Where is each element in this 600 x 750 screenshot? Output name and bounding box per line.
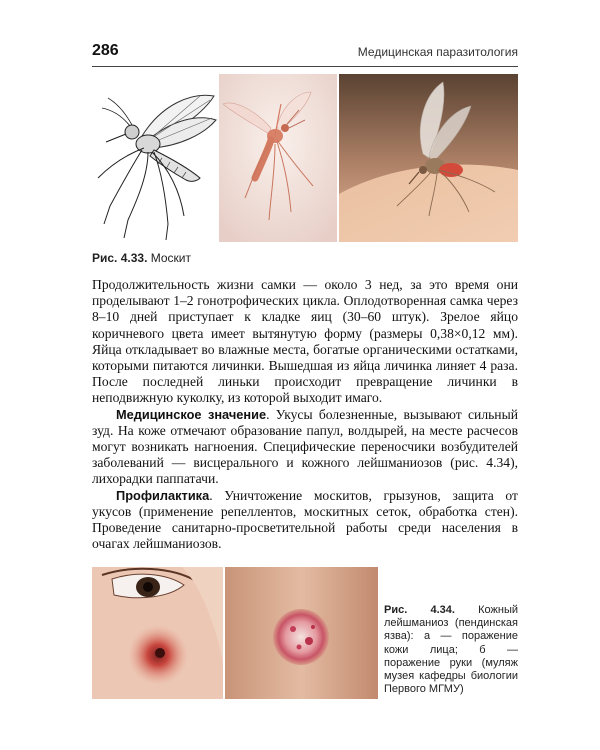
sandfly-drawing — [92, 74, 218, 242]
running-title: Медицинская паразитология — [357, 45, 518, 59]
body-text — [92, 277, 518, 552]
prevention-heading: Профилактика — [116, 487, 210, 503]
paragraph-medical-significance — [92, 407, 518, 488]
figure-caption-leishmaniasis — [384, 604, 518, 696]
paragraph-prevention — [92, 488, 518, 553]
page-number: 286 — [92, 42, 119, 59]
sandfly-photo — [219, 74, 337, 242]
figure-sandfly — [92, 74, 518, 242]
medical-significance-text: . Укусы болезненные, вызывают сильный зуд. На коже отмечают образование папул, волдырей, на месте расчесов могут возникать нагноения. Специфические переносчики возбудителей заболеваний — висцерального и кожного лейшманиозов (рис. 4.34), лихорадки паппатачи. — [92, 406, 518, 487]
prevention-text: . Уничтожение москитов, грызунов, защита от укусов (применение репеллентов, москитных сеток, обработка стен). Проведение санитарно-просветительной работы среди населения в очагах лейшманиозов. — [92, 487, 518, 552]
paragraph-lifecycle: Продолжительность жизни самки — около 3 нед, за это время они проделывают 1–2 гонотрофических цикла. Оплодотворенная самка через 8–10 дней приступает к кладке яиц (30–60 штук). Зрелое яйцо коричневого цвета имеет вытянутую форму (размеры 0,38×0,12 мм). Яйца откладывает во влажные места, богатые органическими остатками, которыми питаются личинки. Вышедшая из яйца личинка линяет 4 раза. После последней линьки происходит превращение личинки в неподвижную куколку, из которой выходит имаго. — [92, 277, 518, 406]
figure-leishmaniasis — [92, 567, 378, 699]
figure-caption-sandfly — [92, 251, 191, 265]
arm-lesion-photo — [225, 567, 378, 699]
face-lesion-photo — [92, 567, 223, 699]
figure-label: Рис. 4.33. — [92, 251, 148, 265]
figure-caption-leishmaniasis-text: Кожный лейшманиоз (пендинская язва): а — поражение кожи лица; б — поражение руки (муляж музея кафедры биологии Первого МГМУ) — [384, 604, 518, 696]
figure-label-leishmaniasis: Рис. 4.34. — [384, 604, 455, 616]
sandfly-on-skin-photo — [339, 74, 518, 242]
medical-significance-heading: Медицинское значение — [116, 406, 267, 422]
header-rule — [92, 66, 518, 67]
figure-caption-text: Москит — [147, 251, 192, 265]
